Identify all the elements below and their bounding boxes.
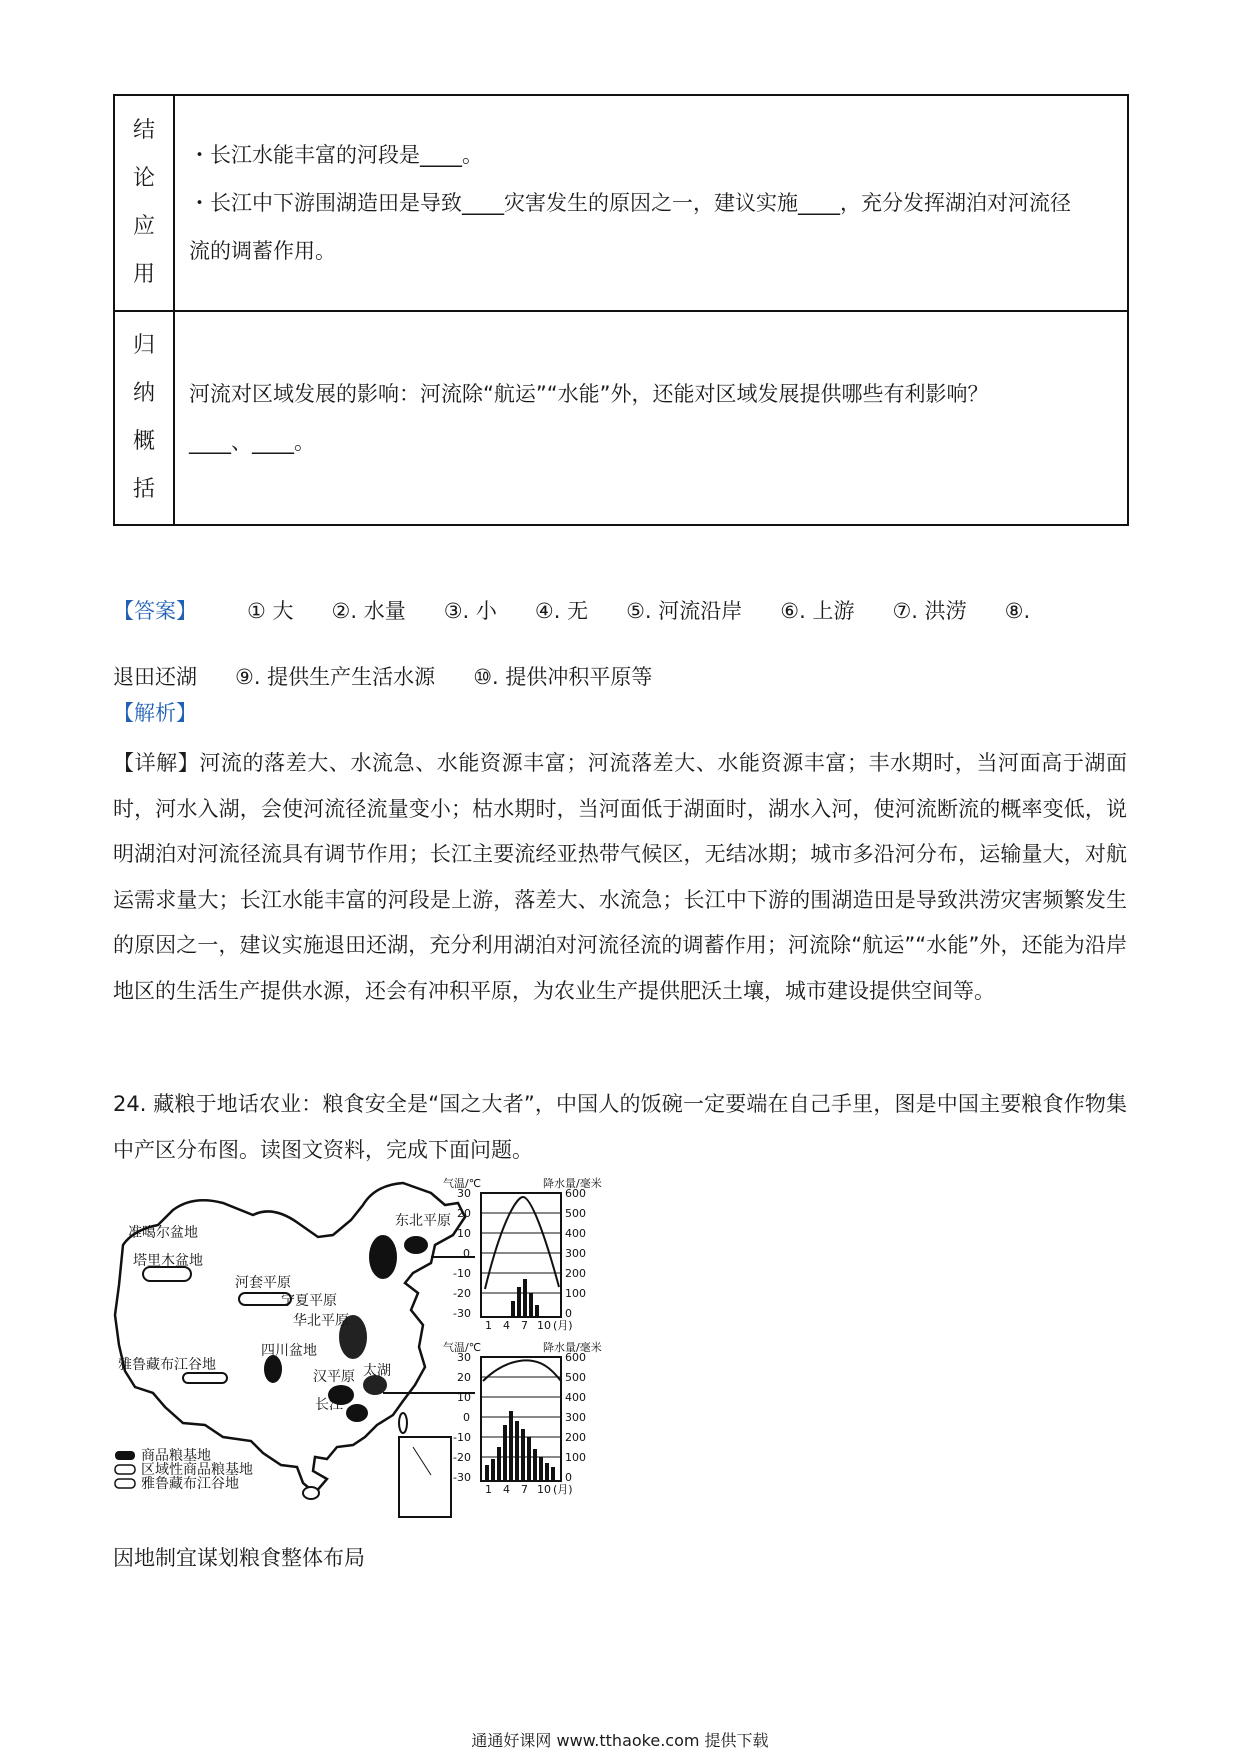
map-label: 雅鲁藏布江谷地 (118, 1357, 216, 1373)
tick-label: -20 (453, 1287, 471, 1300)
tick-label: -10 (453, 1431, 471, 1444)
tick-label: 0 (463, 1411, 470, 1424)
map-label: 太湖 (363, 1363, 391, 1379)
answer-item: ⑥. 上游 (780, 599, 855, 623)
precip-bar (533, 1449, 537, 1481)
map-label: 四川盆地 (261, 1343, 317, 1359)
tick-label: 300 (565, 1411, 586, 1424)
tick-label: 0 (565, 1307, 572, 1320)
map-label: 宁夏平原 (281, 1293, 337, 1309)
yarlung-area (183, 1373, 227, 1383)
tarim-area (143, 1267, 191, 1281)
tick-label: 1 (485, 1483, 492, 1496)
answer-item: ④. 无 (534, 599, 589, 623)
tick-label: 7 (521, 1319, 528, 1332)
table-line: ・长江中下游围湖造田是导致____灾害发生的原因之一，建议实施____，充分发挥湖泊对河流径 (189, 191, 1071, 215)
precip-bar (551, 1467, 555, 1481)
y1-axis-label: 气温/℃ (443, 1341, 482, 1354)
precip-bar (503, 1425, 507, 1481)
tick-label: 200 (565, 1431, 586, 1444)
precip-bar (515, 1421, 519, 1481)
map-label: 准噶尔盆地 (128, 1225, 198, 1241)
tick-label: 10 (457, 1227, 471, 1240)
tick-label: 300 (565, 1247, 586, 1260)
precip-bar (527, 1437, 531, 1481)
table-row (114, 311, 1128, 525)
answer-block (113, 578, 1133, 710)
answer-item: ⑤. 河流沿岸 (626, 599, 743, 623)
tick-label: 600 (565, 1187, 586, 1200)
tick-label: -20 (453, 1451, 471, 1464)
y2-axis-label: 降水量/毫米 (543, 1341, 602, 1354)
tick-label: (月) (553, 1483, 573, 1496)
answer-item: ⑦. 洪涝 (892, 599, 967, 623)
legend-label: 区域性商品粮基地 (141, 1462, 253, 1478)
figure-svg (113, 1175, 653, 1531)
table-line: ____、____。 (189, 430, 315, 454)
poyang-area (346, 1404, 368, 1422)
tick-label: 100 (565, 1451, 586, 1464)
tick-label: 0 (565, 1471, 572, 1484)
table-line: 河流对区域发展的影响：河流除“航运”“水能”外，还能对区域发展提供哪些有利影响？ (189, 382, 989, 406)
answer-item: ① 大 (247, 599, 294, 623)
precip-bar (521, 1429, 525, 1481)
tick-label: 400 (565, 1391, 586, 1404)
tick-label: 0 (463, 1247, 470, 1260)
map-label: 华北平原 (293, 1313, 349, 1329)
row-label: 结 论 应 用 (114, 95, 174, 311)
answer-tag: 【答案】 (113, 599, 197, 623)
page-footer: 通通好课网 www.tthaoke.com 提供下载 (471, 1731, 769, 1750)
map-label: 塔里木盆地 (133, 1253, 203, 1269)
hainan-island (303, 1487, 319, 1499)
tick-label: -30 (453, 1471, 471, 1484)
analysis-detail: 【详解】河流的落差大、水流急、水能资源丰富；河流落差大、水能资源丰富；丰水期时，当河面高于湖面时，河水入湖，会使河流径流量变小；枯水期时，当河面低于湖面时，湖水入河，使河流断流的概率变低，说明湖泊对河流径流具有调节作用；长江主要流经亚热带气候区，无结冰期；城市多沿河分布，运输量大，对航运需求量大；长江水能丰富的河段是上游，落差大、水流急；长江中下游的围湖造田是导致洪涝灾害频繁发生的原因之一，建议实施退田还湖，充分利用湖泊对河流径流的调蓄作用；河流除“航运”“水能”外，还能为沿岸地区的生活生产提供水源，还会有冲积平原，为农业生产提供肥沃土壤，城市建设提供空间等。 (113, 751, 1127, 1003)
y2-axis-label: 降水量/毫米 (543, 1177, 602, 1190)
answer-item: ⑨. 提供生产生活水源 (235, 665, 436, 689)
tick-label: 10 (537, 1319, 551, 1332)
map-label: 东北平原 (395, 1213, 451, 1229)
precip-bar (497, 1447, 501, 1481)
map-label: 长江 (315, 1397, 343, 1413)
legend-swatch (115, 1465, 135, 1474)
precip-bar (509, 1411, 513, 1481)
sichuan-basin-area (264, 1355, 282, 1383)
climate-chart-1 (443, 1176, 602, 1332)
tick-label: 1 (485, 1319, 492, 1332)
tick-label: 7 (521, 1483, 528, 1496)
map-label: 汉平原 (313, 1369, 355, 1385)
tick-label: 10 (537, 1483, 551, 1496)
precip-bar (529, 1293, 533, 1317)
table-line: ・长江水能丰富的河段是____。 (189, 143, 483, 167)
tick-label: 400 (565, 1227, 586, 1240)
table-line: 流的调蓄作用。 (189, 239, 336, 263)
answer-item: ⑩. 提供冲积平原等 (473, 665, 653, 689)
legend-swatch (115, 1451, 135, 1460)
tick-label: 500 (565, 1207, 586, 1220)
row-content (174, 311, 1128, 525)
taiwan-island (399, 1413, 407, 1433)
tick-label: 200 (565, 1267, 586, 1280)
precip-bar (535, 1305, 539, 1317)
row-content (174, 95, 1128, 311)
precip-bar (523, 1279, 527, 1317)
map-label: 河套平原 (235, 1275, 291, 1291)
tick-label: 500 (565, 1371, 586, 1384)
tick-label: 20 (457, 1207, 471, 1220)
analysis-tag: 【解析】 (113, 701, 197, 725)
answer-item: ③. 小 (443, 599, 497, 623)
figure-map-climate (113, 1175, 653, 1531)
climate-chart-2 (443, 1340, 602, 1496)
tick-label: 600 (565, 1351, 586, 1364)
precip-bar (511, 1301, 515, 1317)
south-sea-inset (399, 1437, 451, 1517)
row-label: 归 纳 概 括 (114, 311, 174, 525)
tick-label: -10 (453, 1267, 471, 1280)
tick-label: 4 (503, 1319, 510, 1332)
legend-swatch (115, 1479, 135, 1488)
tick-label: 30 (457, 1351, 471, 1364)
answer-item: ⑧. (1004, 599, 1031, 623)
tick-label: -30 (453, 1307, 471, 1320)
precip-bar (517, 1287, 521, 1317)
table-row (114, 95, 1128, 311)
y1-axis-label: 气温/℃ (443, 1177, 482, 1190)
precip-bar (485, 1465, 489, 1481)
precip-bar (491, 1459, 495, 1481)
tick-label: (月) (553, 1319, 573, 1332)
question-table (113, 94, 1129, 526)
question-24: 24. 藏粮于地话农业：粮食安全是“国之大者”，中国人的饭碗一定要端在自己手里，图是中国主要粮食作物集中产区分布图。读图文资料，完成下面问题。 (113, 1092, 1127, 1162)
tick-label: 4 (503, 1483, 510, 1496)
tick-label: 10 (457, 1391, 471, 1404)
precip-bar (539, 1457, 543, 1481)
tick-label: 100 (565, 1287, 586, 1300)
figure-caption: 因地制宜谋划粮食整体布局 (113, 1546, 365, 1570)
legend-label: 雅鲁藏布江谷地 (141, 1476, 239, 1492)
tick-label: 20 (457, 1371, 471, 1384)
northeast-plain-area (369, 1235, 397, 1279)
tick-label: 30 (457, 1187, 471, 1200)
answer-item: 退田还湖 (113, 665, 197, 689)
legend-label: 商品粮基地 (141, 1448, 211, 1464)
precip-bar (545, 1463, 549, 1481)
answer-item: ②. 水量 (331, 599, 406, 623)
sanjiang-area (404, 1236, 428, 1254)
